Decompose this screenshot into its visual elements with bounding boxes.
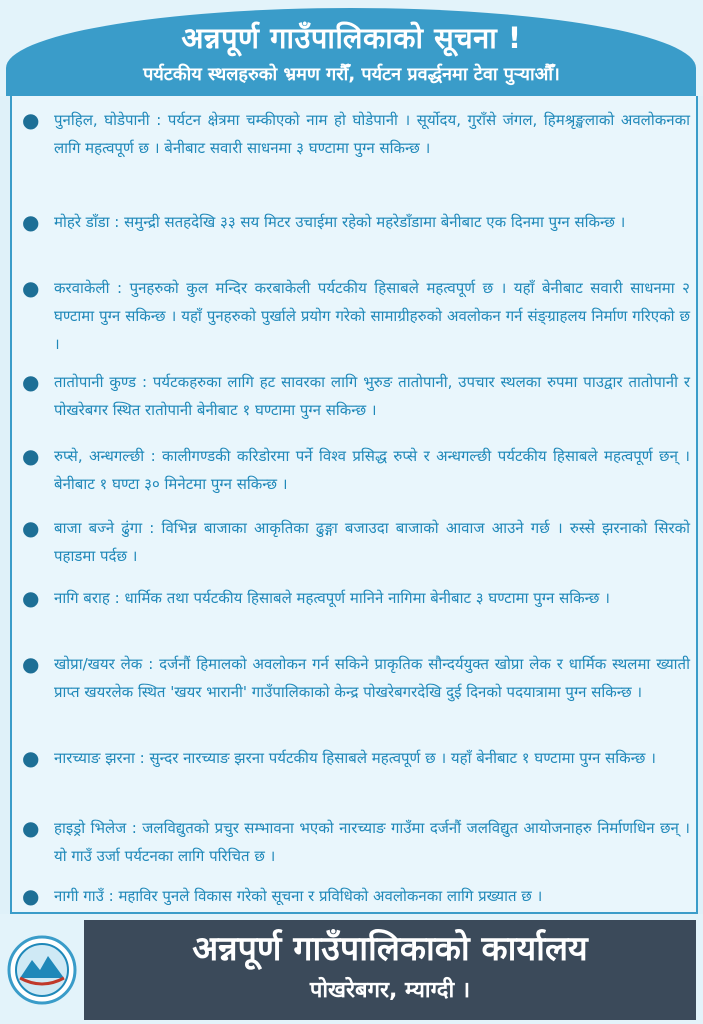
list-item: ● नारच्याङ झरना : सुन्दर नारच्याङ झरना पर्यटकीय हिसाबले महत्वपूर्ण छ । यहाँ बेनीबाट १ घण्टामा पुग्न सकिन्छ ।: [22, 746, 656, 770]
bullet-icon: ●: [22, 210, 40, 234]
office-footer: [0, 914, 703, 1024]
list-item: ● रुप्से, अन्धगल्छी : कालीगण्डकी करिडोरमा पर्ने विश्व प्रसिद्ध रुप्से र अन्धगल्छी पर्यटकीय हिसाबले महत्वपूर्ण छन् । बेनीबाट १ घण्टा ३० मिनेटमा पुग्न सकिन्छ ।: [22, 444, 690, 493]
list-item: ● नागि बराह : धार्मिक तथा पर्यटकीय हिसाबले महत्वपूर्ण मानिने नागिमा बेनीबाट ३ घण्टामा पुग्न सकिन्छ ।: [22, 586, 610, 610]
nepal-emblem-icon: [6, 934, 78, 1006]
notice-title: अन्नपूर्ण गाउँपालिकाको सूचना !: [181, 21, 522, 55]
bullet-icon: ●: [22, 884, 40, 908]
list-item: ● पुनहिल, घोडेपानी : पर्यटन क्षेत्रमा चम्कीएको नाम हो घोडेपानी । सूर्योदय, गुराँसे जंगल, हिमश्रृङ्खलाको अवलोकनका लागि महत्वपूर्ण छ । बेनीबाट सवारी साधनमा ३ घण्टामा पुग्न सकिन्छ ।: [22, 108, 690, 157]
bullet-icon: ●: [22, 276, 40, 300]
list-item: ● बाजा बज्ने ढुंगा : विभिन्न बाजाका आकृतिका ढुङ्गा बजाउदा बाजाको आवाज आउने गर्छ । रुस्से झरनाको सिरको पहाडमा पर्दछ ।: [22, 516, 690, 565]
bullet-icon: ●: [22, 652, 40, 676]
bullet-icon: ●: [22, 516, 40, 540]
bullet-icon: ●: [22, 370, 40, 394]
office-address: पोखरेबगर, म्याग्दी ।: [309, 978, 471, 1003]
bullet-icon: ●: [22, 816, 40, 840]
bullet-icon: ●: [22, 444, 40, 468]
bullet-icon: ●: [22, 746, 40, 770]
list-item: ● खोप्रा/खयर लेक : दर्जनौं हिमालको अवलोकन गर्न सकिने प्राकृतिक सौन्दर्ययुक्त खोप्रा लेक र धार्मिक स्थलमा ख्याती प्राप्त खयरलेक स्थित 'खयर भारानी' गाउँपालिकाको केन्द्र पोखरेबगरदेखि दुई दिनको पदयात्रामा पुग्न सकिन्छ ।: [22, 652, 690, 701]
notice-header: [0, 0, 703, 96]
list-item: ● हाइड्रो भिलेज : जलविद्युतको प्रचुर सम्भावना भएको नारच्याङ गाउँमा दर्जनौं जलविद्युत आयोजनाहरु निर्माणधिन छन् । यो गाउँ उर्जा पर्यटनका लागि परिचित छ ।: [22, 816, 690, 865]
office-name: अन्नपूर्ण गाउँपालिकाको कार्यालय: [192, 929, 588, 969]
notice-subtitle: पर्यटकीय स्थलहरुको भ्रमण गरौँ, पर्यटन प्रवर्द्धनमा टेवा पुर्‍याऔँ।: [143, 64, 560, 85]
destination-list: [10, 96, 698, 914]
list-item: ● करवाकेली : पुनहरुको कुल मन्दिर करबाकेली पर्यटकीय हिसाबले महत्वपूर्ण छ । यहाँ बेनीबाट सवारी साधनमा २ घण्टामा पुग्न सकिन्छ । यहाँ पुनहरुको पुर्खाले प्रयोग गरेको सामाग्रीहरुको अवलोकन गर्न संङ्ग्राहलय निर्माण गरिएको छ ।: [22, 276, 690, 353]
list-item: ● तातोपानी कुण्ड : पर्यटकहरुका लागि हट सावरका लागि भुरुङ तातोपानी, उपचार स्थलका रुपमा पाउद्वार तातोपानी र पोखरेबगर स्थित रातोपानी बेनीबाट १ घण्टामा पुग्न सकिन्छ ।: [22, 370, 690, 419]
bullet-icon: ●: [22, 586, 40, 610]
list-item: ● नागी गाउँ : महाविर पुनले विकास गरेको सूचना र प्रविधिको अवलोकनका लागि प्रख्यात छ ।: [22, 884, 543, 908]
bullet-icon: ●: [22, 108, 40, 132]
list-item: ● मोहरे डाँडा : समुन्द्री सतहदेखि ३३ सय मिटर उचाईमा रहेको महरेडाँडामा बेनीबाट एक दिनमा पुग्न सकिन्छ ।: [22, 210, 626, 234]
